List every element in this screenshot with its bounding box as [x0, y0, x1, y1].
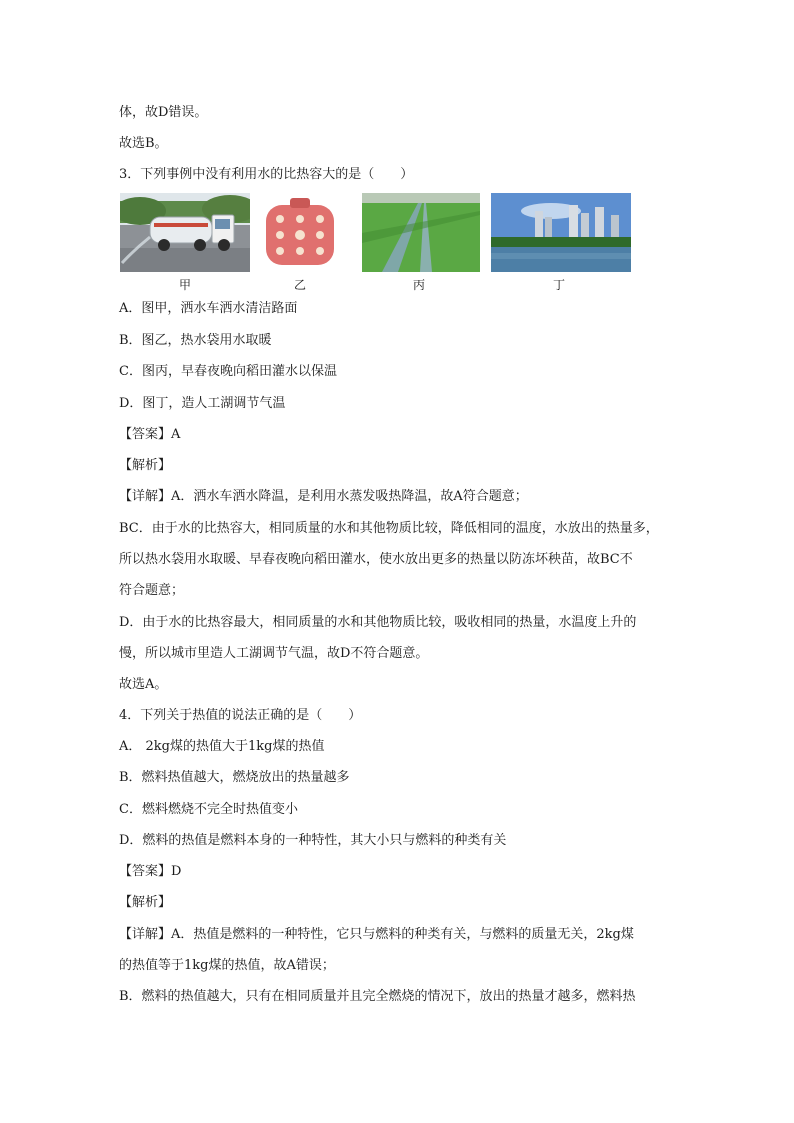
explanation-line: B．燃料的热值越大，只有在相同质量并且完全燃烧的情况下，放出的热量才越多，燃料热	[119, 989, 636, 1004]
explanation-line: 【详解】A．热值是燃料的一种特性，它只与燃料的种类有关，与燃料的质量无关，2kg煤	[119, 927, 634, 942]
answer-label: 【答案】A	[119, 427, 181, 442]
option-d: D．图丁，造人工湖调节气温	[119, 396, 286, 411]
artificial-lake-image	[491, 193, 631, 272]
option-b: B．燃料热值越大，燃烧放出的热量越多	[119, 770, 350, 785]
figure-caption-jia: 甲	[178, 278, 191, 292]
figure-caption-ding: 丁	[552, 278, 565, 292]
text-line: 体，故D错误。	[119, 105, 208, 120]
option-a: A．图甲，洒水车洒水清洁路面	[119, 301, 298, 316]
explanation-line: 的热值等于1kg煤的热值，故A错误；	[119, 958, 335, 973]
figure-caption-bing: 丙	[412, 278, 425, 292]
analysis-label: 【解析】	[119, 895, 172, 910]
question-4: 4．下列关于热值的说法正确的是（ ）	[119, 708, 362, 723]
explanation-line: 符合题意；	[119, 583, 185, 598]
figure-caption-yi: 乙	[293, 278, 306, 292]
question-3: 3．下列事例中没有利用水的比热容大的是（ ）	[119, 167, 414, 182]
analysis-label: 【解析】	[119, 458, 172, 473]
hot-water-bag-image	[260, 193, 340, 272]
explanation-line: D．由于水的比热容最大，相同质量的水和其他物质比较，吸收相同的热量，水温度上升的	[119, 615, 637, 630]
sprinkler-truck-image	[120, 193, 250, 272]
explanation-line: 所以热水袋用水取暖、早春夜晚向稻田灌水，使水放出更多的热量以防冻坏秧苗，故BC不	[119, 552, 633, 567]
explanation-line: BC．由于水的比热容大，相同质量的水和其他物质比较，降低相同的温度，水放出的热量多，	[119, 521, 659, 536]
option-c: C．燃料燃烧不完全时热值变小	[119, 802, 298, 817]
option-a: A． 2kg煤的热值大于1kg煤的热值	[119, 739, 325, 754]
answer-label: 【答案】D	[119, 864, 182, 879]
option-b: B．图乙，热水袋用水取暖	[119, 333, 272, 348]
option-c: C．图丙，早春夜晚向稻田灌水以保温	[119, 364, 337, 379]
option-d: D．燃料的热值是燃料本身的一种特性，其大小只与燃料的种类有关	[119, 833, 507, 848]
conclusion-line: 故选A。	[119, 677, 168, 692]
text-line: 故选B。	[119, 136, 168, 151]
explanation-line: 【详解】A．洒水车洒水降温，是利用水蒸发吸热降温，故A符合题意；	[119, 489, 528, 504]
explanation-line: 慢，所以城市里造人工湖调节气温，故D不符合题意。	[119, 646, 429, 661]
rice-paddy-image	[362, 193, 480, 272]
